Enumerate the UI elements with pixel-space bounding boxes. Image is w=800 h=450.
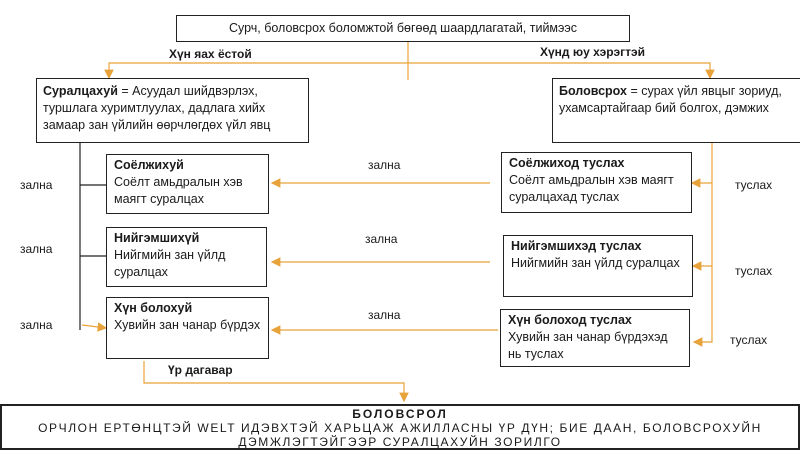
right-item-title: Нийгэмшихэд туслах bbox=[511, 239, 642, 253]
middle-label: зална bbox=[368, 308, 401, 322]
right-item-box bbox=[503, 235, 693, 297]
education-definition: = сурах үйл явцыг зориуд, ухамсартайгаар бий болгох, дэмжих bbox=[559, 84, 782, 115]
left-side-label: зална bbox=[20, 178, 53, 192]
right-item-box bbox=[500, 309, 690, 367]
left-item-title: Хүн болохуй bbox=[114, 301, 193, 315]
left-item-desc: Соёлт амьдралын хэв маягт суралцах bbox=[114, 175, 243, 206]
right-side-label: туслах bbox=[735, 264, 773, 278]
right-item-desc: Соёлт амьдралын хэв маягт суралцахад туслах bbox=[509, 173, 674, 204]
bottom-title: БОЛОВСРОЛ bbox=[352, 407, 448, 421]
left-side-label: зална bbox=[20, 242, 53, 256]
right-item-title: Соёлжиход туслах bbox=[509, 156, 625, 170]
result-label: Үр дагавар bbox=[168, 363, 233, 377]
left-side-label: зална bbox=[20, 318, 53, 332]
right-vertical-arrow bbox=[694, 143, 712, 342]
right-side-label: туслах bbox=[735, 178, 773, 192]
left-item-box bbox=[106, 297, 269, 359]
education-term: Боловсрох bbox=[559, 84, 627, 98]
left-item-title: Соёлжихуй bbox=[114, 158, 184, 172]
left-item-box bbox=[106, 154, 269, 214]
right-side-label: туслах bbox=[730, 333, 768, 347]
left-branch-label: Хүн яах ёстой bbox=[169, 47, 252, 61]
left-item-title: Нийгэмшихүй bbox=[114, 231, 200, 245]
left-item-desc: Хувийн зан чанар бүрдэх bbox=[114, 318, 261, 332]
arrow-left-3 bbox=[82, 325, 106, 328]
arrow-left-branch bbox=[109, 63, 408, 78]
right-item-title: Хүн болоход туслах bbox=[508, 313, 632, 327]
education-result-box bbox=[0, 404, 800, 450]
middle-label: зална bbox=[368, 158, 401, 172]
right-item-desc: Нийгмийн зан үйлд суралцах bbox=[511, 256, 680, 270]
middle-label: зална bbox=[365, 232, 398, 246]
arrow-right-branch bbox=[408, 63, 710, 78]
learning-definition-box bbox=[36, 78, 309, 143]
learning-definition: = Асуудал шийдвэрлэх, туршлага хуримтлуулах, дадлага хийх замаар зан үйлийн өөрчлөгдөх үйл явц bbox=[43, 84, 271, 132]
education-definition-box bbox=[552, 78, 800, 143]
right-item-desc: Хувийн зан чанар бүрдэхэд нь туслах bbox=[508, 330, 668, 361]
right-branch-label: Хүнд юу хэрэгтэй bbox=[540, 45, 645, 59]
top-statement: Сурч, боловсрох боломжтой бөгөөд шаардлагатай, тиймээс bbox=[176, 15, 630, 42]
left-item-desc: Нийгмийн зан үйлд суралцах bbox=[114, 248, 226, 279]
learning-term: Суралцахуй bbox=[43, 84, 118, 98]
right-item-box bbox=[501, 152, 692, 213]
left-item-box bbox=[106, 227, 267, 287]
bottom-text: ОРЧЛОН ЕРТӨНЦТЭЙ WELT ИДЭВХТЭЙ ХАРЬЦАЖ АЖИЛЛАСНЫ ҮР ДҮН; БИЕ ДААН, БОЛОВСРОХУЙН ДЭМЖЛЭГТЭЙГЭЭР СУРАЛЦАХУЙН ЗОРИЛГО bbox=[38, 421, 762, 449]
